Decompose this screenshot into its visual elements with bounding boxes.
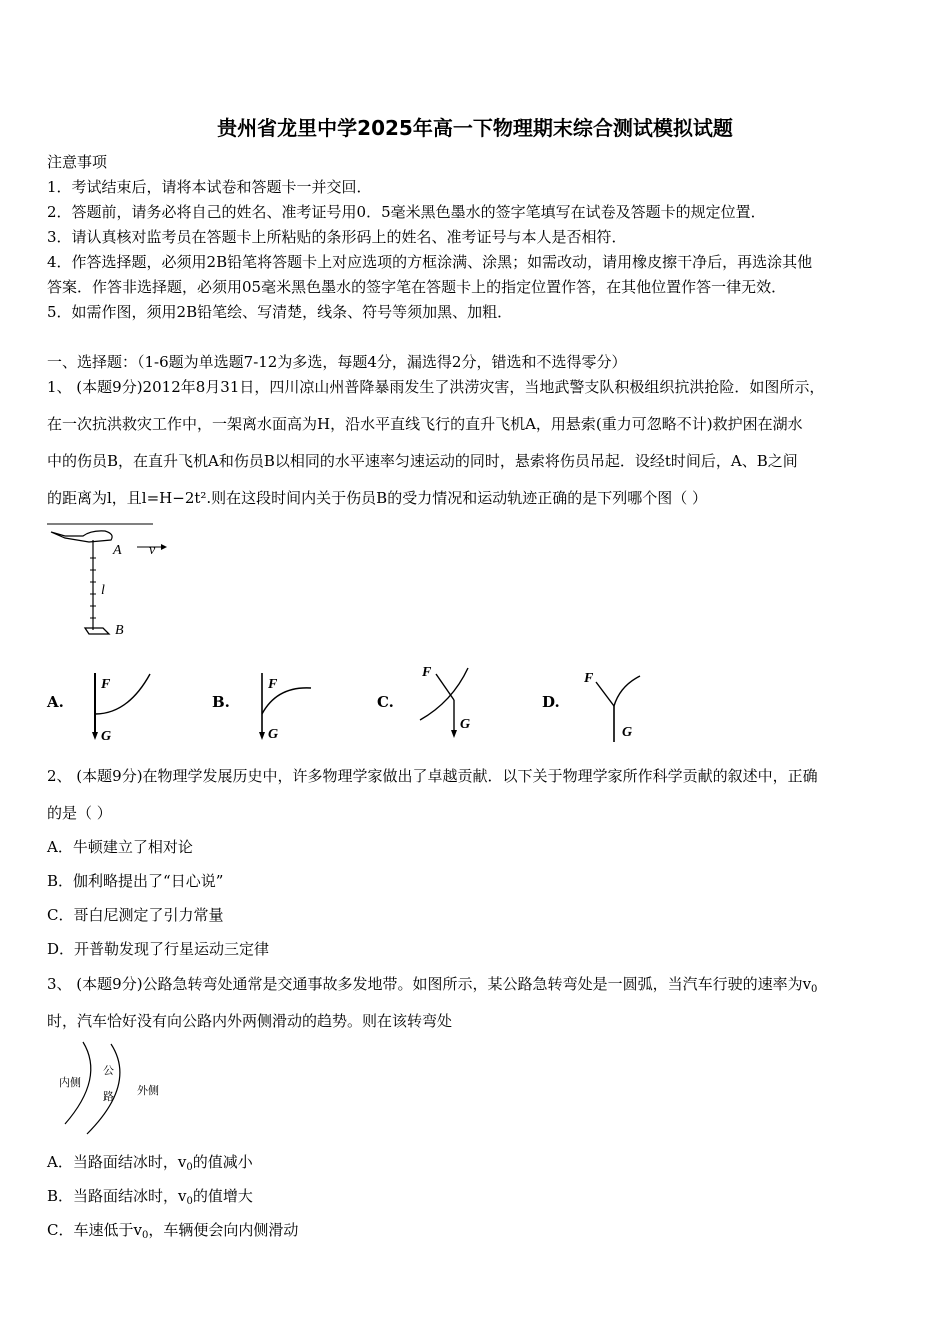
notice-item: 2．答题前，请务必将自己的姓名、准考证号用0．5毫米黑色墨水的签字笔填写在试卷及答题卡的规定位置． <box>47 203 766 221</box>
q1-option-d-label: D. <box>542 693 560 711</box>
helicopter-icon <box>51 531 112 542</box>
notice-item: 4．作答选择题，必须用2B铅笔将答题卡上对应选项的方框涂满、涂黑；如需改动，请用橡皮擦干净后，再选涂其他 <box>47 253 813 271</box>
label-b: B <box>115 623 124 638</box>
q3-text: 3、 (本题9分)公路急转弯处通常是交通事故多发地带。如图所示，某公路急转弯处是一圆弧，当汽车行驶的速率为$v_0$ <box>47 975 818 995</box>
force-g-label: G <box>622 725 633 740</box>
section-heading: 一、选择题：（1-6题为单选题7-12为多选，每题4分，漏选得2分，错选和不选得零分） <box>47 353 627 371</box>
road-curve-figure <box>55 1040 175 1136</box>
force-f-label: F <box>268 677 278 692</box>
force-g-label: G <box>101 729 112 744</box>
force-g-label: G <box>460 717 471 732</box>
label-v: v <box>149 543 156 558</box>
notice-item: 3．请认真核对监考员在答题卡上所粘贴的条形码上的姓名、准考证号与本人是否相符． <box>47 228 627 246</box>
q1-option-c-figure <box>412 662 492 744</box>
q1-option-a-label: A. <box>47 693 64 711</box>
force-f-label: F <box>101 677 111 692</box>
road-label-2: 路 <box>103 1090 114 1103</box>
notice-item: 5．如需作图，须用2B铅笔绘、写清楚，线条、符号等须加黑、加粗． <box>47 303 513 321</box>
q3-option-c: C．车速低于$v_0$，车辆便会向内侧滑动 <box>47 1221 299 1241</box>
q1-option-a-figure <box>88 668 158 744</box>
q1-text: 的距离为l，且l=H−2t².则在这段时间内关于伤员B的受力情况和运动轨迹正确的是下列哪个图（ ） <box>47 489 707 507</box>
road-label-1: 公 <box>103 1064 114 1077</box>
helicopter-figure <box>45 518 175 643</box>
q2-option-c: C．哥白尼测定了引力常量 <box>47 906 224 924</box>
inner-side-label: 内侧 <box>59 1076 81 1089</box>
q2-text: 2、 (本题9分)在物理学发展历史中，许多物理学家做出了卓越贡献．以下关于物理学家所作科学贡献的叙述中，正确 <box>47 767 818 785</box>
page-title: 贵州省龙里中学2025年高一下物理期末综合测试模拟试题 <box>217 116 733 140</box>
notice-heading: 注意事项 <box>47 153 108 171</box>
q1-option-b-label: B. <box>212 693 230 711</box>
notice-item: 1．考试结束后，请将本试卷和答题卡一并交回． <box>47 178 372 196</box>
q1-option-b-figure <box>255 668 325 744</box>
q2-option-d: D．开普勒发现了行星运动三定律 <box>47 940 270 958</box>
label-l: l <box>101 583 105 598</box>
q3-option-b: B．当路面结冰时，$v_0$的值增大 <box>47 1187 253 1207</box>
victim-icon <box>85 628 109 634</box>
q1-text: 中的伤员B，在直升飞机A和伤员B以相同的水平速率匀速运动的同时，悬索将伤员吊起．设经t时间后，A、B之间 <box>47 452 798 470</box>
q2-text: 的是（ ） <box>47 804 112 822</box>
force-f-label: F <box>584 671 594 686</box>
q2-option-b: B．伽利略提出了“日心说” <box>47 872 224 890</box>
q3-text: 时，汽车恰好没有向公路内外两侧滑动的趋势。则在该转弯处 <box>47 1012 453 1030</box>
label-a: A <box>113 543 122 558</box>
q1-text: 1、 (本题9分)2012年8月31日，四川凉山州普降暴雨发生了洪涝灾害，当地武警支队积极组织抗洪抢险．如图所示， <box>47 378 825 396</box>
outer-side-label: 外侧 <box>137 1084 159 1097</box>
q1-option-c-label: C. <box>377 693 394 711</box>
q3-option-a: A．当路面结冰时，$v_0$的值减小 <box>47 1153 253 1173</box>
q1-option-d-figure <box>578 666 650 746</box>
notice-item: 答案．作答非选择题，必须用05毫米黑色墨水的签字笔在答题卡上的指定位置作答，在其他位置作答一律无效． <box>47 278 787 296</box>
force-g-label: G <box>268 727 279 742</box>
q1-text: 在一次抗洪救灾工作中，一架离水面高为H，沿水平直线飞行的直升飞机A，用悬索(重力可忽略不计)救护困在湖水 <box>47 415 803 433</box>
force-f-label: F <box>422 665 432 680</box>
q2-option-a: A．牛顿建立了相对论 <box>47 838 193 856</box>
